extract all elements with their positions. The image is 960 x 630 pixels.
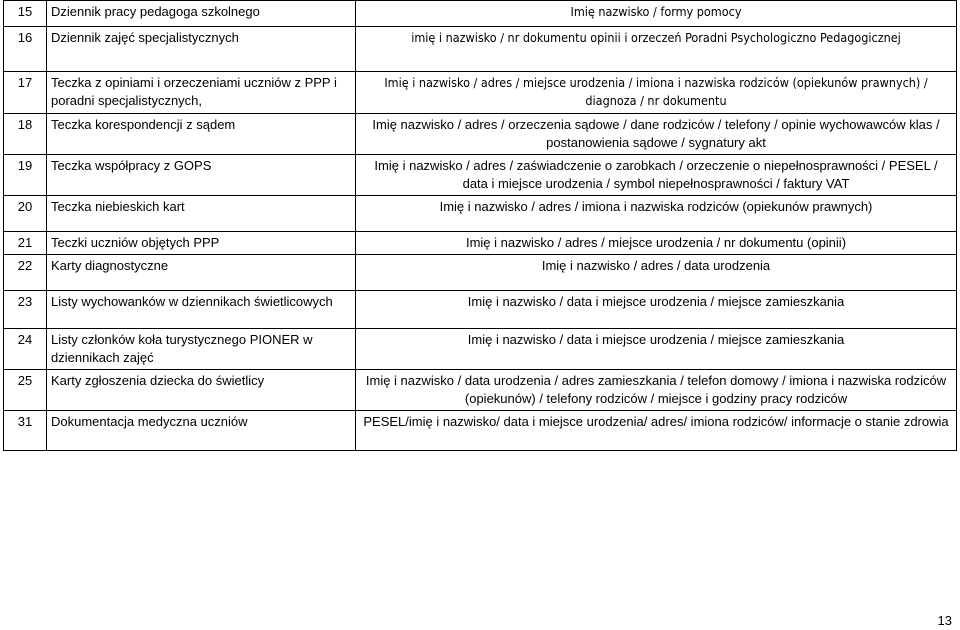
personal-data-scope: Imię i nazwisko / adres / zaświadczenie o zarobkach / orzeczenie o niepełnosprawności / PESEL / data i miejsce urodzenia / symbol niepełnosprawności / faktury VAT [356, 155, 957, 196]
record-name: Teczka współpracy z GOPS [47, 155, 356, 196]
record-name: Teczka z opiniami i orzeczeniami uczniów z PPP i poradni specjalistycznych, [47, 72, 356, 114]
record-name: Teczki uczniów objętych PPP [47, 232, 356, 255]
row-number: 18 [4, 114, 47, 155]
personal-data-scope: Imię i nazwisko / adres / miejsce urodzenia / nr dokumentu (opinii) [356, 232, 957, 255]
record-name: Listy wychowanków w dziennikach świetlicowych [47, 291, 356, 329]
row-number: 17 [4, 72, 47, 114]
row-number: 21 [4, 232, 47, 255]
table-row [4, 411, 957, 451]
personal-data-scope: Imię i nazwisko / data i miejsce urodzenia / miejsce zamieszkania [356, 329, 957, 370]
row-number: 24 [4, 329, 47, 370]
row-number: 15 [4, 1, 47, 27]
table-row [4, 232, 957, 255]
personal-data-scope: Imię i nazwisko / data urodzenia / adres zamieszkania / telefon domowy / imiona i nazwiska rodziców (opiekunów) / telefony rodziców / miejsce i godziny pracy rodziców [356, 370, 957, 411]
record-name: Dziennik zajęć specjalistycznych [47, 27, 356, 72]
personal-data-scope: Imię i nazwisko / adres / imiona i nazwiska rodziców (opiekunów prawnych) [356, 196, 957, 232]
row-number: 16 [4, 27, 47, 72]
row-number: 31 [4, 411, 47, 451]
personal-data-scope: PESEL/imię i nazwisko/ data i miejsce urodzenia/ adres/ imiona rodziców/ informacje o stanie zdrowia [356, 411, 957, 451]
personal-data-scope: Imię nazwisko / adres / orzeczenia sądowe / dane rodziców / telefony / opinie wychowawców klas / postanowienia sądowe / sygnatury akt [356, 114, 957, 155]
record-name: Teczka niebieskich kart [47, 196, 356, 232]
record-name: Dziennik pracy pedagoga szkolnego [47, 1, 356, 27]
table-row [4, 27, 957, 72]
row-number: 22 [4, 255, 47, 291]
personal-data-scope: Imię i nazwisko / adres / miejsce urodzenia / imiona i nazwiska rodziców (opiekunów prawnych) / diagnoza / nr dokumentu [356, 72, 957, 114]
table-row [4, 291, 957, 329]
row-number: 19 [4, 155, 47, 196]
record-name: Teczka korespondencji z sądem [47, 114, 356, 155]
row-number: 25 [4, 370, 47, 411]
personal-data-scope: imię i nazwisko / nr dokumentu opinii i orzeczeń Poradni Psychologiczno Pedagogicznej [356, 27, 957, 72]
table-row [4, 1, 957, 27]
table-row [4, 114, 957, 155]
table-row [4, 155, 957, 196]
page-number: 13 [937, 613, 952, 628]
personal-data-scope: Imię i nazwisko / adres / data urodzenia [356, 255, 957, 291]
personal-data-scope: Imię nazwisko / formy pomocy [356, 1, 957, 27]
table-row [4, 370, 957, 411]
records-table [3, 0, 957, 451]
record-name: Listy członków koła turystycznego PIONER w dziennikach zajęć [47, 329, 356, 370]
table-row [4, 255, 957, 291]
record-name: Karty diagnostyczne [47, 255, 356, 291]
record-name: Karty zgłoszenia dziecka do świetlicy [47, 370, 356, 411]
table-row [4, 196, 957, 232]
row-number: 23 [4, 291, 47, 329]
table-row [4, 72, 957, 114]
row-number: 20 [4, 196, 47, 232]
personal-data-scope: Imię i nazwisko / data i miejsce urodzenia / miejsce zamieszkania [356, 291, 957, 329]
record-name: Dokumentacja medyczna uczniów [47, 411, 356, 451]
table-row [4, 329, 957, 370]
